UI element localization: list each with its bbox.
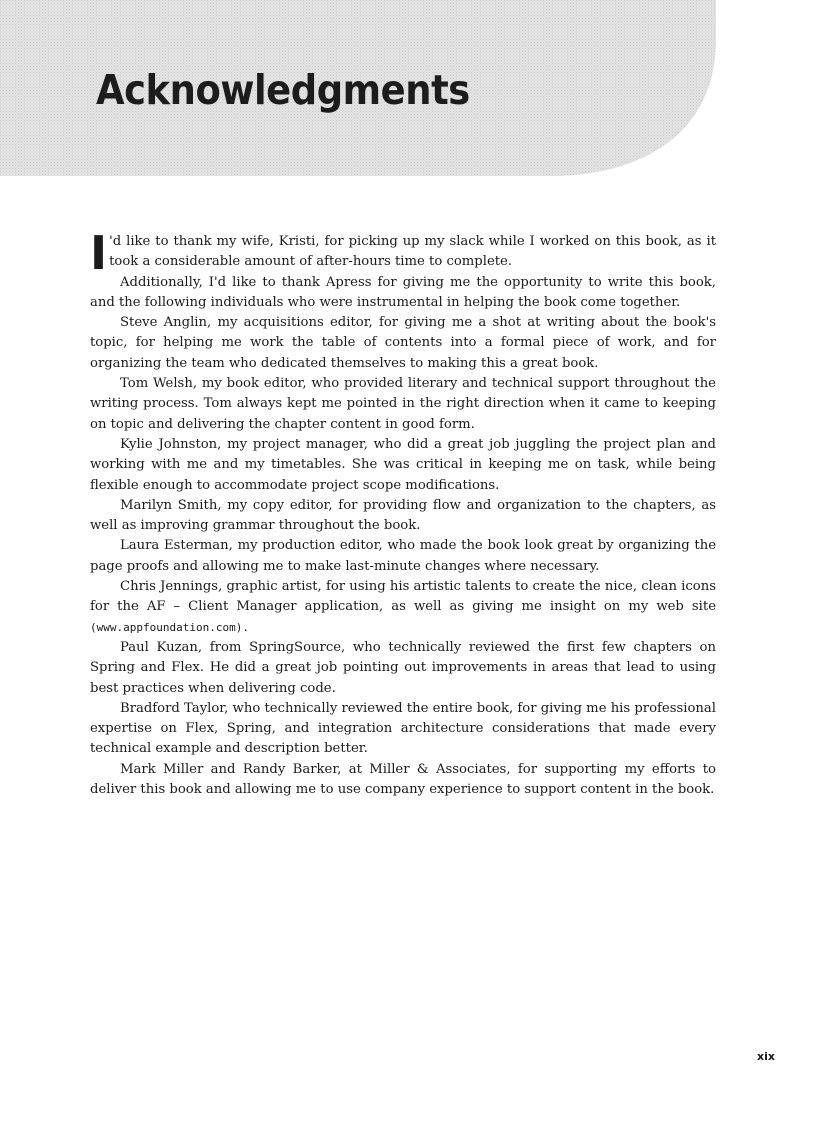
- paragraph: Kylie Johnston, my project manager, who did a great job juggling the project plan and working with me and my timetables. She was critical in keeping me on task, while being flexible enough to accommodate project scope modifications.: [90, 436, 716, 493]
- link-close-paren: ).: [235, 620, 249, 634]
- chapter-banner: [0, 0, 816, 180]
- paragraph-text: 'd like to thank my wife, Kristi, for picking up my slack while I worked on this book, as it took a considerable amount of after-hours time to complete.: [109, 234, 716, 270]
- paragraph: Mark Miller and Randy Barker, at Miller & Associates, for supporting my efforts to deliver this book and allowing me to use company experience to support content in the book.: [90, 761, 716, 798]
- paragraph-text: Chris Jennings, graphic artist, for using his artistic talents to create the nice, clean icons for the AF – Client Manager application, as well as giving me insight on my web site: [90, 579, 716, 615]
- website-link[interactable]: www.appfoundation.com: [96, 620, 236, 634]
- paragraph: Steve Anglin, my acquisitions editor, for giving me a shot at writing about the book's topic, for helping me work the table of contents into a formal piece of work, and for organizing the team who dedicated themselves to making this a great book.: [90, 315, 716, 371]
- paragraph: [90, 577, 716, 638]
- drop-cap: I: [90, 226, 108, 280]
- paragraph: Bradford Taylor, who technically reviewed the entire book, for giving me his professional expertise on Flex, Spring, and integration architecture considerations that made every technical example and description better.: [90, 700, 716, 757]
- paragraph: [90, 226, 716, 280]
- paragraph: Laura Esterman, my production editor, who made the book look great by organizing the page proofs and allowing me to make last-minute changes where necessary.: [90, 538, 716, 574]
- link-open-paren: (: [90, 620, 97, 634]
- paragraph: Marilyn Smith, my copy editor, for providing flow and organization to the chapters, as well as improving grammar throughout the book.: [90, 497, 716, 534]
- paragraph: Tom Welsh, my book editor, who provided literary and technical support throughout the writing process. Tom always kept me pointed in the right direction when it came to keeping on topic and delivering the chapter content in good form.: [90, 376, 716, 432]
- paragraph: Additionally, I'd like to thank Apress for giving me the opportunity to write this book, and the following individuals who were instrumental in helping the book come together.: [90, 274, 716, 310]
- paragraph: Paul Kuzan, from SpringSource, who technically reviewed the first few chapters on Spring and Flex. He did a great job pointing out improvements in areas that lead to using best practices when delivering code.: [90, 639, 716, 696]
- chapter-title: Acknowledgments: [96, 66, 470, 114]
- page-number: xix: [757, 1050, 775, 1063]
- acknowledgments-body: [90, 226, 716, 800]
